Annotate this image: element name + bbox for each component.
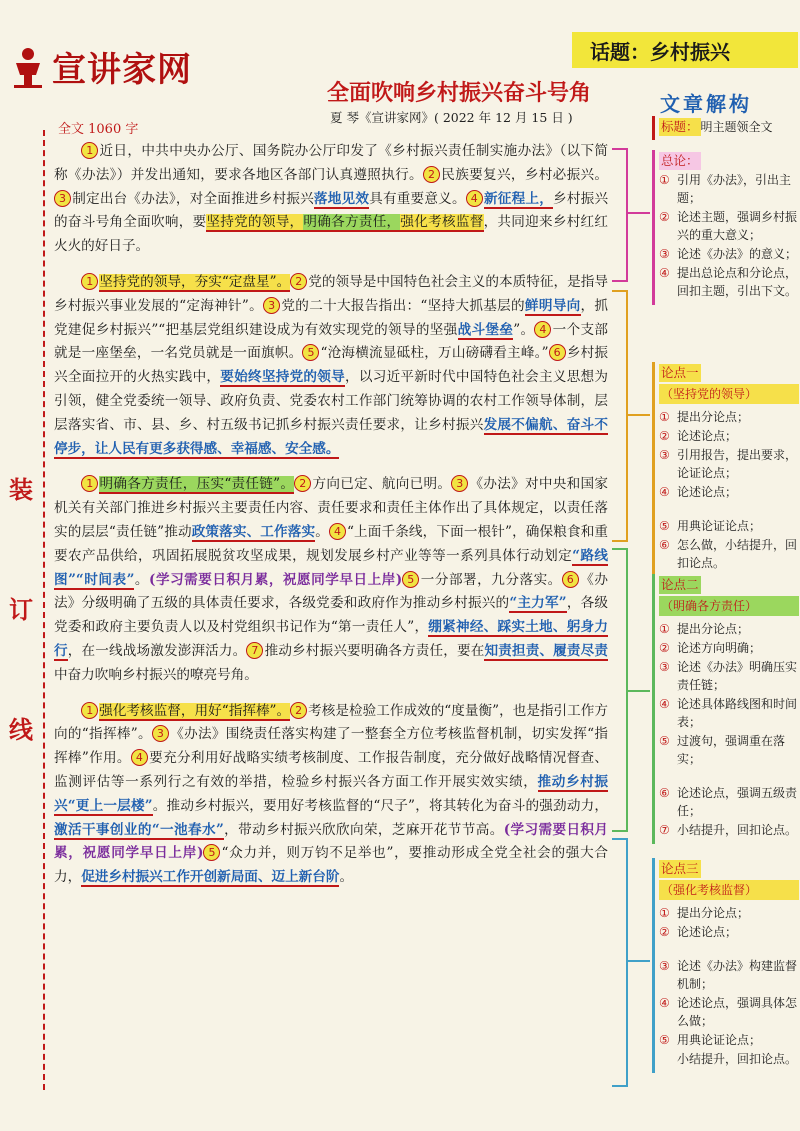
- structure-item: [659, 427, 799, 445]
- highlighted-text: 强化考核监督: [400, 214, 484, 231]
- structure-item: [659, 245, 799, 263]
- sidebar-title: 文章解构: [660, 92, 752, 116]
- highlighted-text: 坚持党的领导，: [206, 214, 304, 231]
- structure-item: [659, 821, 799, 839]
- structure-item: [659, 784, 799, 820]
- item-number: ①: [659, 410, 670, 424]
- structure-item: [659, 923, 799, 941]
- item-text: 小结提升，回扣论点。: [677, 1052, 798, 1066]
- topic-banner: 话题：乡村振兴: [572, 32, 798, 68]
- section-label: 标题：: [661, 119, 699, 134]
- item-text: 论述《办法》构建监督机制；: [677, 959, 798, 991]
- paragraph-text: 具有重要意义。: [369, 190, 466, 207]
- binding-line: [43, 130, 45, 1090]
- structure-item: [659, 517, 799, 535]
- paragraph-text: 乡村振兴全面拉开的火热实践中，: [54, 345, 609, 386]
- item-number: ⑦: [659, 823, 670, 837]
- article-paragraph: [54, 473, 608, 687]
- item-number: ②: [659, 641, 670, 655]
- item-text: 论述论点，强调具体怎么做；: [677, 996, 798, 1028]
- item-number: ①: [659, 173, 670, 187]
- lectern-speaker-icon: [8, 45, 48, 89]
- highlighted-text: 强化考核监督，用好“指挥棒”。: [99, 702, 291, 719]
- paragraph-text: 民族要复兴，乡村必振兴。: [440, 166, 608, 183]
- section-subtitle: （坚持党的领导）: [659, 384, 799, 404]
- paragraph-text: 《办法》对中央和国家机关有关部门推进乡村振兴主要责任内容、责任要求和责任主体作出了具体规定，以责任落实的层层“责任链”推动: [54, 476, 609, 540]
- sentence-number: 5: [402, 571, 419, 588]
- paragraph-text: “沧海横流显砥柱，万山磅礴看主峰。”: [320, 345, 549, 362]
- item-number: ②: [659, 925, 670, 939]
- paragraph-text: ，共同迎来乡村红红火火的好日子。: [54, 214, 609, 255]
- sentence-number: 3: [152, 725, 169, 742]
- bracket-point-one: [612, 290, 628, 542]
- paragraph-text: 。: [315, 523, 329, 540]
- item-text: 论述论点，强调五级责任；: [677, 786, 798, 818]
- sidebar-section: [652, 116, 800, 140]
- sentence-number: 1: [81, 702, 98, 719]
- item-number: ⑤: [659, 1033, 670, 1047]
- sidebar-section: [652, 362, 800, 577]
- section-label: 论点三: [661, 861, 699, 876]
- item-text: 引用报告，提出要求，论证论点；: [677, 448, 798, 480]
- binding-char: 装: [9, 475, 33, 504]
- highlighted-text: (学习需要日积月累，祝愿同学早日上岸): [149, 571, 403, 588]
- item-number: ③: [659, 660, 670, 674]
- sentence-number: 3: [54, 190, 71, 207]
- sidebar-section: [652, 150, 800, 305]
- highlighted-text: 激活干事创业的“一池春水”: [54, 821, 224, 838]
- connector-point-two: [628, 690, 650, 692]
- paragraph-text: 党的二十大报告指出：“坚持大抓基层的: [281, 297, 525, 314]
- item-text: 用典论证论点；: [677, 519, 762, 533]
- connector-point-one: [628, 414, 650, 416]
- paragraph-text: ，带动乡村振兴欣欣向荣，芝麻开花节节高。: [223, 821, 504, 838]
- spacer: [659, 942, 799, 956]
- highlighted-text: “主力军”: [509, 595, 567, 612]
- paragraph-text: 制定出台《办法》，对全面推进乡村振兴: [72, 190, 314, 207]
- sentence-number: 1: [81, 273, 98, 290]
- connector-point-three: [628, 960, 650, 962]
- item-text: 论述主题，强调乡村振兴的重大意义；: [677, 210, 798, 242]
- item-number: ③: [659, 247, 670, 261]
- structure-item: [659, 264, 799, 300]
- item-number: ④: [659, 697, 670, 711]
- highlighted-text: 推动乡村振兴“更上一层楼”: [54, 773, 609, 814]
- sentence-number: 2: [290, 273, 307, 290]
- highlighted-text: 坚持党的领导，夯实“定盘星”。: [99, 273, 291, 290]
- highlighted-text: 明确各方责任，压实“责任链”。: [99, 476, 295, 493]
- structure-item: [659, 994, 799, 1030]
- paragraph-text: 《办法》围绕责任落实构建了一整套全方位考核监督机制，切实发挥“指挥棒”作用。: [54, 726, 608, 767]
- item-text: 引用《办法》，引出主题；: [677, 173, 792, 205]
- item-text: 用典论证论点；: [677, 1033, 762, 1047]
- item-text: 论述《办法》明确压实责任链；: [677, 660, 798, 692]
- highlighted-text: 绷紧神经、踩实土地、躬身力行: [54, 619, 608, 659]
- paragraph-text: 乡村振兴的奋斗号角全面吹响，要: [54, 190, 609, 231]
- paragraph-text: 推动乡村振兴要明确各方责任，要在: [264, 642, 485, 659]
- paragraph-text: “上面千条线，下面一根针”，确保粮食和重要农产品供给，巩固拓展脱贫攻坚成果，规划发展乡村产业等等一系列具体行动划定: [54, 523, 609, 564]
- article-paragraph: [54, 271, 608, 461]
- bracket-intro: [612, 148, 628, 282]
- connector-intro: [628, 212, 650, 214]
- paragraph-text: ，以习近平新时代中国特色社会主义思想为引领，健全党委统一领导、政府负责、党委农村工作部门统筹协调的农村工作领导体制，层层落实省、市、县、乡、村五级书记抓乡村振兴责任要求，让乡村振兴: [54, 369, 609, 433]
- paragraph-text: 。: [339, 869, 354, 886]
- item-number: ②: [659, 210, 670, 224]
- section-subtitle: （强化考核监督）: [659, 880, 799, 900]
- item-number: ⑥: [659, 538, 670, 552]
- sentence-number: 3: [451, 475, 468, 492]
- item-number: ⑤: [659, 519, 670, 533]
- structure-item: [659, 171, 799, 207]
- structure-item: [659, 1031, 799, 1049]
- structure-item: [659, 658, 799, 694]
- structure-item: [659, 446, 799, 482]
- item-text: 提出分论点；: [677, 622, 750, 636]
- structure-item: [659, 904, 799, 922]
- paragraph-text: ，抓党建促乡村振兴”“把基层党组织建设成为有效实现党的领导的坚强: [54, 297, 609, 338]
- spacer: [659, 502, 799, 516]
- paragraph-text: 要充分利用好战略实绩考核制度、工作报告制度，充分做好战略情况督查、监测评估等一系列行之有效的举措，检验乡村振兴各方面工作开展实效实绩，: [54, 750, 608, 790]
- page-title: 全面吹响乡村振兴奋斗号角: [326, 81, 591, 106]
- structure-item: [659, 957, 799, 993]
- site-logo: [8, 42, 192, 91]
- highlighted-text: 要始终坚持党的领导: [220, 369, 345, 386]
- binding-label: [8, 460, 34, 760]
- item-text: 论述具体路线图和时间表；: [677, 697, 798, 729]
- highlighted-text: 促进乡村振兴工作开创新局面、迈上新台阶: [81, 869, 340, 886]
- sentence-number: 5: [302, 344, 319, 361]
- structure-item: [659, 536, 799, 572]
- sentence-number: 1: [81, 142, 98, 159]
- article-paragraph: [54, 700, 608, 890]
- paragraph-text: 一个支部就是一座堡垒，一名党员就是一面旗帜。: [54, 321, 608, 362]
- item-number: ①: [659, 622, 670, 636]
- item-number: ②: [659, 429, 670, 443]
- item-text: 论述方向明确；: [677, 641, 762, 655]
- logo-text: 宣讲家网: [52, 50, 192, 90]
- sidebar-section: [652, 858, 800, 1073]
- structure-item: [659, 1050, 799, 1068]
- item-text: 小结提升，回扣论点。: [677, 823, 798, 837]
- sentence-number: 1: [81, 475, 98, 492]
- highlighted-text: 明确各方责任，: [303, 214, 401, 231]
- paragraph-text: “众力并，则万钧不足举也”，要推动形成全党全社会的强大合力，: [54, 845, 608, 886]
- paragraph-text: 《办法》分级明确了五级的具体责任要求，各级党委和政府作为推动乡村振兴的: [54, 571, 609, 612]
- section-label: 论点二: [661, 577, 699, 592]
- section-label: 论点一: [661, 365, 699, 380]
- paragraph-text: 。: [134, 571, 150, 588]
- item-number: [659, 1050, 673, 1068]
- paragraph-text: ，各级党委和政府主要负责人以及村党组织书记作为“第一责任人”，: [54, 595, 609, 636]
- highlighted-text: 新征程上，: [483, 190, 554, 207]
- paragraph-text: 考核是检验工作成效的“度量衡”，也是指引工作方向的“指挥棒”。: [54, 702, 608, 743]
- item-number: ⑤: [659, 734, 670, 748]
- item-number: ④: [659, 266, 670, 280]
- sentence-number: 2: [294, 475, 311, 492]
- sentence-number: 4: [534, 321, 551, 338]
- item-text: 论述论点；: [677, 485, 738, 499]
- structure-item: [659, 695, 799, 731]
- article-paragraph: [54, 140, 608, 259]
- paragraph-text: 党的领导是中国特色社会主义的本质特征，是指导乡村振兴事业发展的“定海神针”。: [54, 273, 608, 314]
- sentence-number: 4: [329, 523, 346, 540]
- highlighted-text: 知责担责、履责尽责: [484, 642, 609, 659]
- bracket-point-two: [612, 548, 628, 832]
- highlighted-text: (学习需要日积月累，祝愿同学早日上岸): [54, 821, 608, 862]
- word-count: 全文 1060 字: [58, 122, 139, 137]
- binding-char: 线: [9, 715, 33, 744]
- item-text: 论述论点；: [677, 925, 738, 939]
- item-number: ⑥: [659, 786, 670, 800]
- item-text: 提出分论点；: [677, 906, 750, 920]
- section-subtitle: （明确各方责任）: [659, 596, 799, 616]
- sentence-number: 2: [290, 702, 307, 719]
- binding-char: 订: [9, 595, 33, 624]
- highlighted-text: 发展不偏航、奋斗不停步，让人民有更多获得感、幸福感、安全感。: [54, 416, 609, 457]
- item-text: 论述《办法》的意义；: [677, 247, 798, 261]
- highlighted-text: 落地见效: [313, 190, 370, 207]
- bracket-point-three: [612, 838, 628, 1087]
- paragraph-text: 中奋力吹响乡村振兴的嘹亮号角。: [54, 666, 258, 683]
- item-text: 论述论点；: [677, 429, 738, 443]
- highlighted-text: 政策落实、工作落实: [191, 523, 316, 540]
- structure-item: [659, 408, 799, 426]
- item-text: 过渡句，强调重在落实；: [677, 734, 786, 766]
- sentence-number: 7: [246, 642, 263, 659]
- paragraph-text: 近日，中共中央办公厅、国务院办公厅印发了《乡村振兴责任制实施办法》（以下简称《办法》）并发出通知，要求各地区各部门认真遵照执行。: [54, 143, 608, 183]
- sidebar-section: [652, 574, 800, 844]
- structure-item: [659, 483, 799, 501]
- structure-item: [659, 732, 799, 768]
- item-number: ③: [659, 448, 670, 462]
- item-number: ③: [659, 959, 670, 973]
- paragraph-text: 一分部署，九分落实。: [420, 571, 562, 588]
- structure-item: [659, 620, 799, 638]
- paragraph-text: 。推动乡村振兴，要用好考核监督的“尺子”，将其转化为奋斗的强劲动力，: [152, 797, 609, 814]
- sentence-number: 5: [203, 844, 220, 861]
- spacer: [659, 769, 799, 783]
- paragraph-text: ”。: [513, 321, 535, 338]
- byline: 夏 琴《宣讲家网》( 2022 年 12 月 15 日 ): [330, 110, 573, 125]
- sentence-number: 4: [131, 749, 148, 766]
- sentence-number: 2: [423, 166, 440, 183]
- structure-item: [659, 639, 799, 657]
- highlighted-text: “路线图”“时间表”: [54, 547, 609, 588]
- structure-item: [659, 208, 799, 244]
- highlighted-text: 鲜明导向: [524, 297, 581, 314]
- item-text: 怎么做，小结提升，回扣论点。: [677, 538, 798, 570]
- item-number: ①: [659, 906, 670, 920]
- section-label: 总论：: [661, 153, 699, 168]
- item-text: 提出总论点和分论点，回扣主题，引出下文。: [677, 266, 798, 298]
- section-lead: 明主题领全文: [700, 120, 773, 134]
- item-text: 提出分论点；: [677, 410, 750, 424]
- paragraph-text: 方向已定、航向已明。: [312, 476, 452, 493]
- item-number: ④: [659, 485, 670, 499]
- article-body: [54, 140, 608, 902]
- sentence-number: 4: [466, 190, 483, 207]
- item-number: ④: [659, 996, 670, 1010]
- sentence-number: 6: [549, 344, 566, 361]
- sentence-number: 6: [562, 571, 579, 588]
- paragraph-text: ，在一线战场激发澎湃活力。: [67, 642, 247, 659]
- sentence-number: 3: [263, 297, 280, 314]
- highlighted-text: 战斗堡垒: [457, 321, 514, 338]
